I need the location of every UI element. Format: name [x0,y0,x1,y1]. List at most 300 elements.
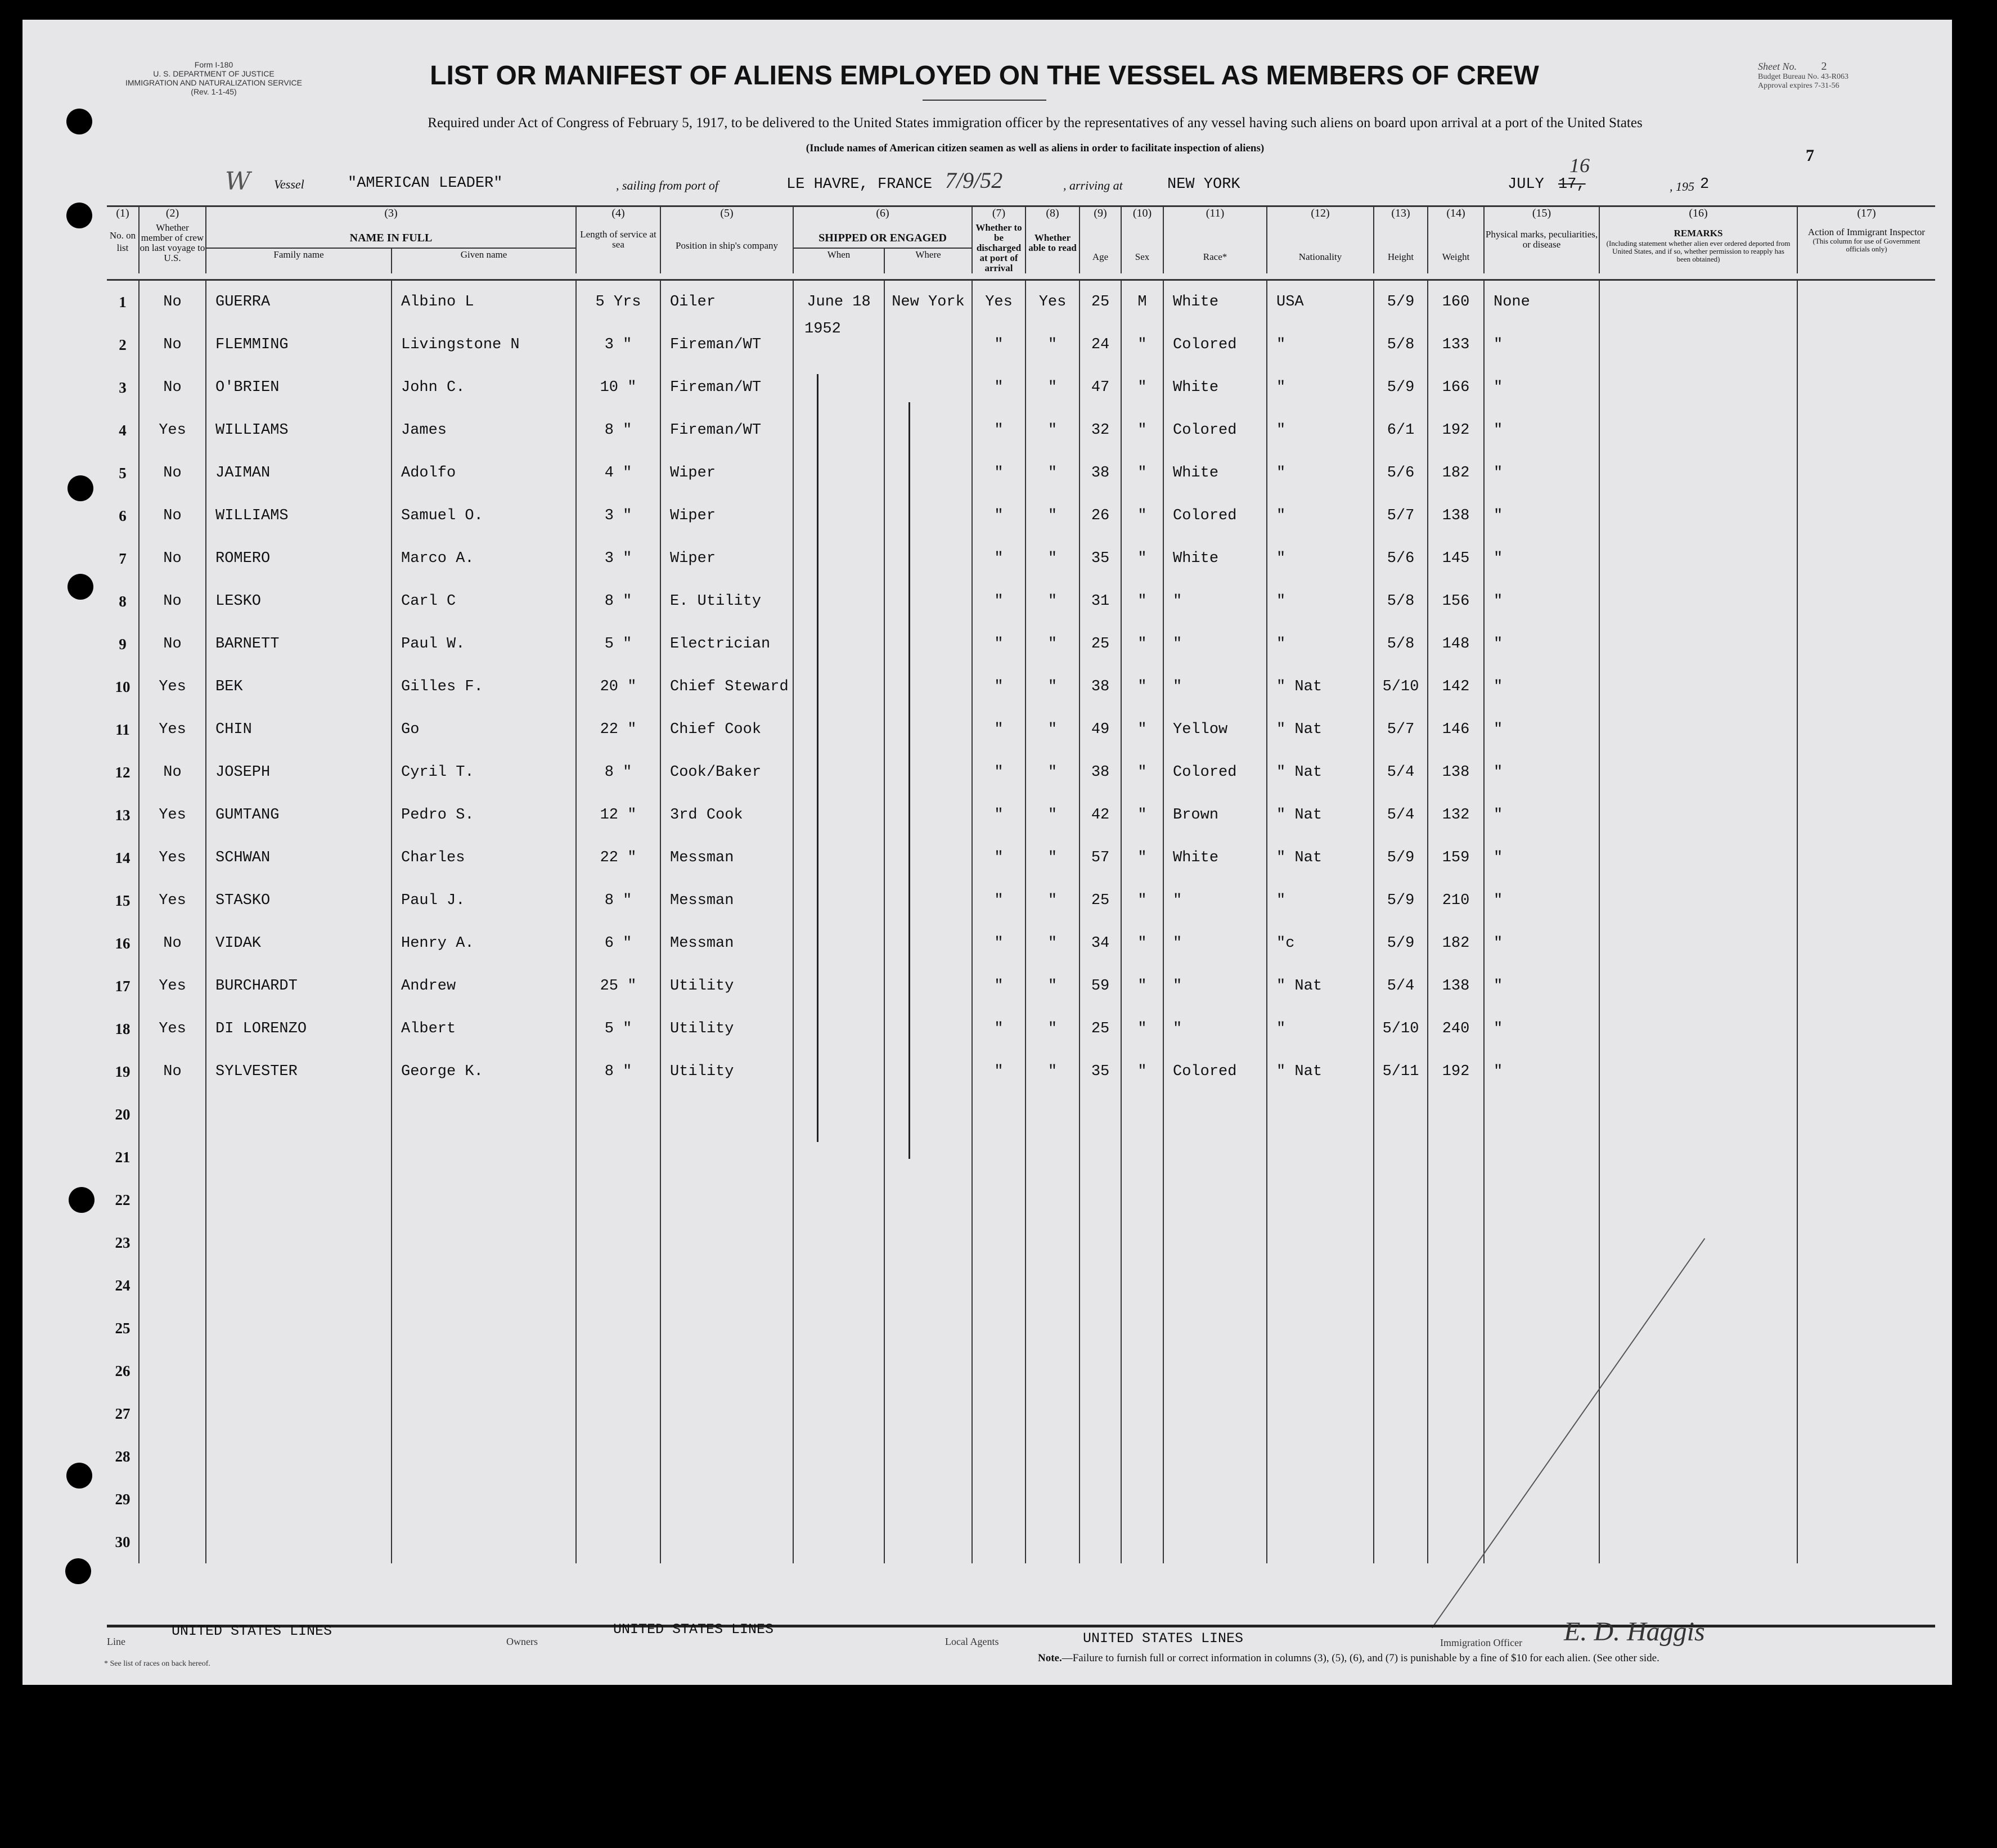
punch-hole [66,109,92,134]
age-cell [1080,1264,1121,1307]
col-header-crew: (2) Whether member of crew on last voyage to U.S. [139,206,206,274]
family-name-cell: JOSEPH [206,751,392,794]
discharged-cell: " [972,922,1026,965]
family-name-cell: SYLVESTER [206,1050,392,1093]
nationality-cell: " Nat [1267,1050,1374,1093]
service-length-cell: 12 " [576,794,660,837]
given-name-cell [392,1435,576,1478]
nationality-cell [1267,1350,1374,1392]
nationality-cell: " [1267,494,1374,537]
remarks-cell [1599,1221,1797,1264]
given-name-cell: Cyril T. [392,751,576,794]
physical-marks-cell [1484,1307,1599,1350]
form-revision: (Rev. 1-1-45) [191,87,237,96]
service-length-cell: 10 " [576,366,660,409]
inspector-action-cell [1797,494,1935,537]
family-name-cell [206,1264,392,1307]
discharged-cell [972,1478,1026,1521]
weight-cell [1428,1392,1484,1435]
shipped-where-cell [884,837,972,879]
family-name-cell: VIDAK [206,922,392,965]
table-row [107,1221,1935,1264]
race-cell [1163,1093,1267,1136]
weight-cell: 138 [1428,751,1484,794]
form-number: Form I-180 [194,60,233,69]
family-name-cell: GUERRA [206,280,392,324]
crew-member-cell: Yes [139,1008,206,1050]
family-name-cell [206,1350,392,1392]
shipped-where-cell [884,323,972,366]
physical-marks-cell: " [1484,452,1599,494]
remarks-cell [1599,1050,1797,1093]
nationality-cell [1267,1264,1374,1307]
service-length-cell [576,1350,660,1392]
position-cell [660,1307,793,1350]
age-cell: 49 [1080,708,1121,751]
able-to-read-cell [1026,1307,1080,1350]
weight-cell: 192 [1428,1050,1484,1093]
sailing-label: , sailing from port of [616,178,718,192]
shipped-when-cell [793,1350,884,1392]
shipped-where-cell [884,580,972,623]
given-name-cell [392,1307,576,1350]
family-name-cell: ROMERO [206,537,392,580]
family-name-cell: JAIMAN [206,452,392,494]
age-cell: 25 [1080,1008,1121,1050]
given-name-cell: Gilles F. [392,666,576,708]
race-cell: Yellow [1163,708,1267,751]
shipped-when-cell [793,1264,884,1307]
shipped-where-cell [884,1221,972,1264]
nationality-cell: USA [1267,280,1374,324]
race-cell [1163,1478,1267,1521]
able-to-read-cell [1026,1435,1080,1478]
table-row [107,409,1935,452]
age-cell: 42 [1080,794,1121,837]
shipped-when-cell [793,837,884,879]
position-cell [660,1179,793,1221]
physical-marks-cell: None [1484,280,1599,324]
shipped-year: 1952 [804,321,841,338]
remarks-cell [1599,580,1797,623]
position-cell: Electrician [660,623,793,666]
shipped-when-cell [793,922,884,965]
row-number-cell: 20 [115,1105,131,1123]
able-to-read-cell: " [1026,323,1080,366]
note-label: Note. [1038,1652,1062,1664]
weight-cell: 210 [1428,879,1484,922]
age-cell: 26 [1080,494,1121,537]
remarks-cell [1599,666,1797,708]
able-to-read-cell [1026,1221,1080,1264]
weight-cell: 182 [1428,452,1484,494]
given-name-cell: Andrew [392,965,576,1008]
age-cell: 32 [1080,409,1121,452]
discharged-cell: " [972,708,1026,751]
able-to-read-cell: " [1026,537,1080,580]
inspector-action-cell [1797,1350,1935,1392]
position-cell: Wiper [660,537,793,580]
sex-cell [1121,1136,1163,1179]
race-cell: " [1163,879,1267,922]
service-length-cell: 5 " [576,1008,660,1050]
sex-cell: " [1121,452,1163,494]
age-cell: 25 [1080,623,1121,666]
discharged-cell [972,1307,1026,1350]
service-length-cell: 25 " [576,965,660,1008]
height-cell: 5/9 [1374,837,1428,879]
table-row [107,666,1935,708]
nationality-cell: " Nat [1267,837,1374,879]
race-cell: Colored [1163,409,1267,452]
weight-cell: 145 [1428,537,1484,580]
discharged-cell [972,1264,1026,1307]
age-cell: 24 [1080,323,1121,366]
nationality-cell: " [1267,1008,1374,1050]
family-name-cell [206,1136,392,1179]
inspector-action-cell [1797,794,1935,837]
department: U. S. DEPARTMENT OF JUSTICE [153,69,275,78]
service-length-cell: 3 " [576,537,660,580]
height-cell: 5/4 [1374,965,1428,1008]
nationality-cell: " Nat [1267,965,1374,1008]
form-block [107,60,321,96]
position-cell [660,1264,793,1307]
family-name-cell: WILLIAMS [206,494,392,537]
shipped-when-cell [793,1435,884,1478]
table-row [107,751,1935,794]
height-cell [1374,1350,1428,1392]
given-name-cell: John C. [392,366,576,409]
family-name-cell [206,1179,392,1221]
sex-cell: " [1121,922,1163,965]
height-cell: 6/1 [1374,409,1428,452]
weight-cell [1428,1179,1484,1221]
inspector-action-cell [1797,323,1935,366]
age-cell [1080,1136,1121,1179]
able-to-read-cell: " [1026,409,1080,452]
inspector-action-cell [1797,623,1935,666]
discharged-cell [972,1521,1026,1563]
shipped-where-cell [884,1435,972,1478]
sex-cell: " [1121,751,1163,794]
shipped-when-cell [793,1221,884,1264]
punch-hole [68,574,93,600]
service-length-cell [576,1435,660,1478]
discharged-cell: " [972,879,1026,922]
table-row [107,837,1935,879]
race-cell [1163,1521,1267,1563]
remarks-cell [1599,1179,1797,1221]
row-number-cell: 18 [115,1020,131,1037]
crew-member-cell [139,1478,206,1521]
shipped-when-cell [793,1050,884,1093]
physical-marks-cell: " [1484,751,1599,794]
col-header-position: (5) Position in ship's company [660,206,793,274]
table-row [107,879,1935,922]
service-length-cell: 8 " [576,409,660,452]
weight-cell: 138 [1428,494,1484,537]
sex-cell [1121,1350,1163,1392]
physical-marks-cell: " [1484,666,1599,708]
row-number-cell: 30 [115,1533,131,1550]
nationality-cell [1267,1521,1374,1563]
able-to-read-cell: " [1026,366,1080,409]
discharged-cell: Yes [972,280,1026,324]
col-header-shipped: (6) SHIPPED OR ENGAGED [793,206,972,249]
sex-cell [1121,1264,1163,1307]
shipped-when-cell [793,623,884,666]
race-cell: " [1163,666,1267,708]
discharged-cell: " [972,409,1026,452]
able-to-read-cell: " [1026,837,1080,879]
nationality-cell: " [1267,580,1374,623]
remarks-cell [1599,1307,1797,1350]
position-cell: Messman [660,837,793,879]
crew-member-cell: No [139,623,206,666]
remarks-cell [1599,280,1797,324]
table-row [107,537,1935,580]
physical-marks-cell: " [1484,794,1599,837]
weight-cell [1428,1478,1484,1521]
position-cell [660,1350,793,1392]
service-length-cell: 6 " [576,922,660,965]
shipped-where-cell [884,1350,972,1392]
service: IMMIGRATION AND NATURALIZATION SERVICE [125,78,302,87]
age-cell: 25 [1080,879,1121,922]
table-row [107,794,1935,837]
sheet-block [1758,62,1848,91]
height-cell: 5/10 [1374,1008,1428,1050]
sex-cell [1121,1521,1163,1563]
inspector-action-cell [1797,879,1935,922]
inspector-action-cell [1797,1221,1935,1264]
height-cell: 5/10 [1374,666,1428,708]
footer-officer-label: Immigration Officer [1440,1637,1523,1648]
shipped-when-cell [793,1093,884,1136]
position-cell [660,1221,793,1264]
row-number-cell: 4 [119,421,127,439]
shipped-when-cell [793,965,884,1008]
table-row [107,623,1935,666]
remarks-cell [1599,537,1797,580]
arrival-day-struck: 17, [1558,176,1586,193]
footer-owners-value: UNITED STATES LINES [613,1621,774,1638]
weight-cell: 166 [1428,366,1484,409]
shipped-where-cell [884,452,972,494]
table-row [107,965,1935,1008]
height-cell: 5/8 [1374,323,1428,366]
nationality-cell: " [1267,409,1374,452]
table-row [107,1307,1935,1350]
position-cell: E. Utility [660,580,793,623]
table-row [107,580,1935,623]
row-number-cell: 3 [119,379,127,396]
sex-cell: " [1121,537,1163,580]
race-cell [1163,1264,1267,1307]
remarks-cell [1599,1008,1797,1050]
officer-signature: E. D. Haggis [1564,1617,1705,1647]
row-number-cell: 23 [115,1234,131,1251]
nationality-cell: "c [1267,922,1374,965]
given-name-cell: James [392,409,576,452]
shipped-where-cell [884,1093,972,1136]
vessel-hand-mark: W [225,167,251,196]
manifest-sheet [23,20,1952,1685]
sex-cell: " [1121,837,1163,879]
col-header-family-name: Family name [206,248,392,273]
inspector-action-cell [1797,1179,1935,1221]
table-row [107,1435,1935,1478]
shipped-where-cell [884,965,972,1008]
row-number-cell: 9 [119,635,127,653]
age-cell: 38 [1080,452,1121,494]
service-length-cell [576,1221,660,1264]
sex-cell: " [1121,1050,1163,1093]
where-ditto-line [908,402,910,1159]
sex-cell [1121,1093,1163,1136]
family-name-cell [206,1221,392,1264]
race-cell [1163,1221,1267,1264]
shipped-where-cell [884,1050,972,1093]
weight-cell [1428,1221,1484,1264]
position-cell [660,1478,793,1521]
given-name-cell: Carl C [392,580,576,623]
nationality-cell: " Nat [1267,751,1374,794]
able-to-read-cell: " [1026,922,1080,965]
service-length-cell: 20 " [576,666,660,708]
remarks-cell [1599,1478,1797,1521]
discharged-cell: " [972,537,1026,580]
physical-marks-cell: " [1484,922,1599,965]
row-number-cell: 17 [115,977,131,995]
given-name-cell: Albino L [392,280,576,324]
inspector-action-cell [1797,537,1935,580]
sex-cell: " [1121,323,1163,366]
nationality-cell [1267,1136,1374,1179]
family-name-cell [206,1521,392,1563]
note-text: —Failure to furnish full or correct information in columns (3), (5), (6), and (7) is punishable by a fine of $10 for each alien. (See other side. [1062,1652,1659,1664]
service-length-cell [576,1521,660,1563]
able-to-read-cell: Yes [1026,280,1080,324]
required-text: Required under Act of Congress of February 5, 1917, to be delivered to the United States immigration officer by the representatives of any vessel having such aliens on board upon arrival at a port of the United States [428,115,1643,131]
service-length-cell [576,1392,660,1435]
given-name-cell [392,1478,576,1521]
discharged-cell: " [972,1050,1026,1093]
inspector-action-cell [1797,580,1935,623]
given-name-cell: Paul W. [392,623,576,666]
sex-cell: " [1121,409,1163,452]
crew-member-cell: Yes [139,965,206,1008]
height-cell [1374,1221,1428,1264]
crew-member-cell: No [139,537,206,580]
page-mark: 7 [1806,146,1814,165]
row-number-cell: 6 [119,507,127,524]
discharged-cell: " [972,323,1026,366]
race-cell: " [1163,965,1267,1008]
crew-member-cell [139,1264,206,1307]
shipped-when-cell: June 18 [793,280,884,324]
races-note: * See list of races on back hereof. [104,1660,210,1668]
age-cell: 35 [1080,1050,1121,1093]
physical-marks-cell: " [1484,494,1599,537]
discharged-cell [972,1435,1026,1478]
crew-member-cell: No [139,323,206,366]
shipped-where-cell [884,879,972,922]
given-name-cell [392,1521,576,1563]
able-to-read-cell: " [1026,1050,1080,1093]
weight-cell: 159 [1428,837,1484,879]
able-to-read-cell [1026,1521,1080,1563]
weight-cell: 182 [1428,922,1484,965]
age-cell [1080,1521,1121,1563]
position-cell: Wiper [660,452,793,494]
family-name-cell: SCHWAN [206,837,392,879]
sex-cell: " [1121,666,1163,708]
table-row [107,1050,1935,1093]
position-cell: Wiper [660,494,793,537]
col-header-when: When [793,248,884,273]
able-to-read-cell: " [1026,879,1080,922]
sail-date-handwritten: 7/9/52 [945,168,1003,193]
col-header-given-name: Given name [392,248,576,273]
discharged-cell: " [972,837,1026,879]
remarks-cell [1599,751,1797,794]
height-cell [1374,1521,1428,1563]
discharged-cell: " [972,494,1026,537]
weight-cell: 156 [1428,580,1484,623]
remarks-cell [1599,837,1797,879]
crew-member-cell: No [139,494,206,537]
vessel-label: Vessel [274,177,304,191]
position-cell: Chief Steward [660,666,793,708]
punch-hole [65,1558,91,1584]
shipped-where-cell [884,1392,972,1435]
shipped-where-cell [884,794,972,837]
remarks-cell [1599,494,1797,537]
race-cell: White [1163,366,1267,409]
sex-cell: " [1121,708,1163,751]
inspector-action-cell [1797,1521,1935,1563]
inspector-action-cell [1797,452,1935,494]
shipped-when-cell [793,1478,884,1521]
able-to-read-cell: " [1026,794,1080,837]
weight-cell: 240 [1428,1008,1484,1050]
service-length-cell: 3 " [576,323,660,366]
given-name-cell [392,1136,576,1179]
table-row [107,452,1935,494]
col-header-no: (1) No. on list [107,206,139,274]
table-header [107,206,1935,280]
given-name-cell [392,1264,576,1307]
sex-cell [1121,1392,1163,1435]
given-name-cell: Charles [392,837,576,879]
footer-note [1038,1652,1659,1665]
race-cell: White [1163,452,1267,494]
age-cell [1080,1093,1121,1136]
nationality-cell: " Nat [1267,794,1374,837]
remarks-cell [1599,922,1797,965]
nationality-cell [1267,1221,1374,1264]
position-cell: Utility [660,1050,793,1093]
position-cell: 3rd Cook [660,794,793,837]
shipped-when-cell [793,1179,884,1221]
crew-member-cell [139,1179,206,1221]
height-cell: 5/9 [1374,366,1428,409]
height-cell [1374,1435,1428,1478]
row-number-cell: 14 [115,849,131,866]
height-cell: 5/9 [1374,879,1428,922]
